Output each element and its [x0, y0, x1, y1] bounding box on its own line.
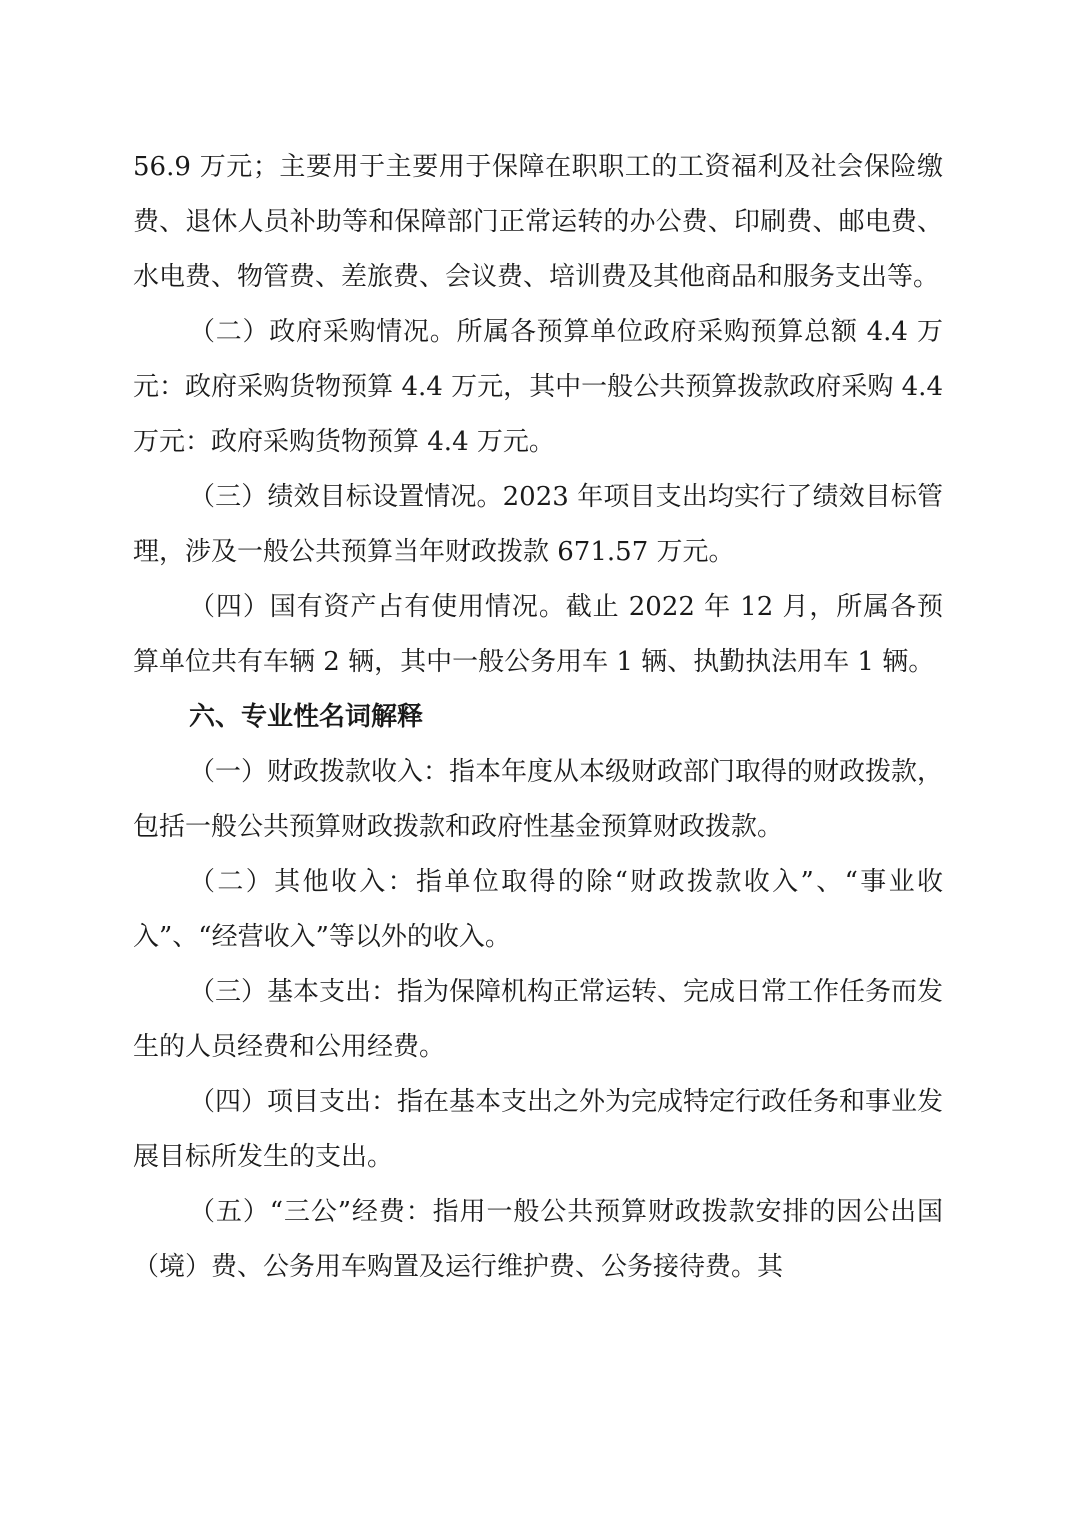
paragraph-term-basic-expenditure: （三）基本支出：指为保障机构正常运转、完成日常工作任务而发生的人员经费和公用经费。	[133, 977, 944, 1062]
section-heading-terms: 六、专业性名词解释	[189, 702, 424, 732]
document-body	[133, 140, 943, 1295]
paragraph-term-project-expenditure: （四）项目支出：指在基本支出之外为完成特定行政任务和事业发展目标所发生的支出。	[133, 1087, 944, 1172]
paragraph-term-three-public: （五）“三公”经费：指用一般公共预算财政拨款安排的因公出国（境）费、公务用车购置及运行维护费、公务接待费。其	[133, 1197, 943, 1282]
paragraph-term-fiscal-appropriation: （一）财政拨款收入：指本年度从本级财政部门取得的财政拨款，包括一般公共预算财政拨款和政府性基金预算财政拨款。	[133, 757, 944, 842]
paragraph-term-other-income: （二）其他收入：指单位取得的除“财政拨款收入”、“事业收入”、“经营收入”等以外的收入。	[133, 867, 943, 952]
paragraph-state-assets: （四）国有资产占有使用情况。截止 2022 年 12 月，所属各预算单位共有车辆 2 辆，其中一般公务用车 1 辆、执勤执法用车 1 辆。	[133, 592, 943, 677]
paragraph-procurement: （二）政府采购情况。所属各预算单位政府采购预算总额 4.4 万元：政府采购货物预算 4.4 万元，其中一般公共预算拨款政府采购 4.4 万元：政府采购货物预算 4.4 万元。	[133, 317, 943, 457]
paragraph-continued-expenses: 56.9 万元；主要用于主要用于保障在职职工的工资福利及社会保险缴费、退休人员补助等和保障部门正常运转的办公费、印刷费、邮电费、水电费、物管费、差旅费、会议费、培训费及其他商品和服务支出等。	[133, 152, 943, 292]
paragraph-performance-goals: （三）绩效目标设置情况。2023 年项目支出均实行了绩效目标管理，涉及一般公共预算当年财政拨款 671.57 万元。	[133, 482, 943, 567]
